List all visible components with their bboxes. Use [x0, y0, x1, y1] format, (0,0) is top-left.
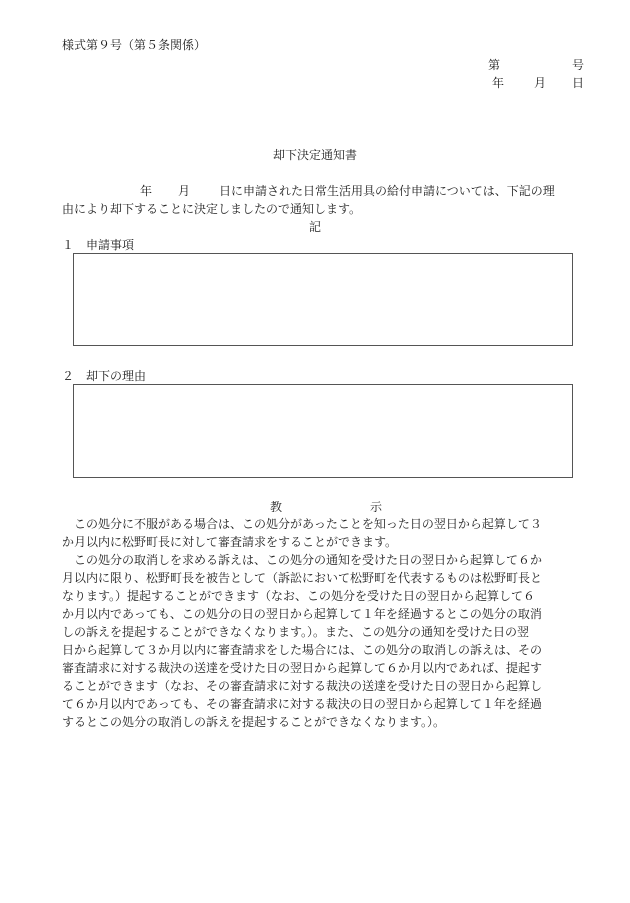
issue-date-year-label: 年 — [492, 76, 505, 90]
notice-heading-char-1: 教 — [270, 500, 283, 514]
notice-line: するとこの処分の取消しの訴えを提起することができなくなります。）。 — [62, 715, 446, 729]
notice-line: か月以内に松野町長に対して審査請求をすることができます。 — [62, 535, 398, 549]
intro-month-label: 月 — [178, 184, 191, 198]
form-number-label: 様式第９号（第５条関係） — [62, 38, 207, 52]
notice-heading-char-2: 示 — [370, 500, 383, 514]
notice-paragraph-appeal — [62, 515, 584, 551]
notice-line: 日から起算して３か月以内に審査請求をした場合には、この処分の取消しの訴えは、その — [62, 643, 543, 657]
reference-dai-label: 第 — [488, 58, 501, 72]
notice-line: 審査請求に対する裁決の送達を受けた日の翌日から起算して６か月以内であれば、提起す — [62, 661, 543, 675]
ki-heading: 記 — [308, 220, 321, 234]
intro-line-2: 由により却下することに決定しましたので通知します。 — [62, 202, 362, 216]
section-reason-heading: ２ 却下の理由 — [62, 369, 147, 383]
issue-date-month-label: 月 — [534, 76, 547, 90]
notice-line: て６か月以内であっても、その審査請求に対する裁決の日の翌日から起算して１年を経過 — [62, 697, 542, 711]
section-application-heading: １ 申請事項 — [62, 238, 135, 252]
issue-date-day-label: 日 — [571, 76, 584, 90]
intro-line-1-text: 日に申請された日常生活用具の給付申請については、下記の理 — [219, 184, 555, 198]
application-items-box — [73, 253, 573, 346]
intro-year-label: 年 — [140, 184, 153, 198]
rejection-reason-box — [73, 384, 573, 478]
notice-line: この処分に不服がある場合は、この処分があったことを知った日の翌日から起算して３ — [62, 517, 542, 531]
notice-line: か月以内であっても、この処分の日の翌日から起算して１年を経過するとこの処分の取消 — [62, 607, 542, 621]
notice-line: 月以内に限り、松野町長を被告として（訴訟において松野町を代表するものは松野町長と — [62, 571, 543, 585]
notice-line: しの訴えを提起することができなくなります。）。また、この処分の通知を受けた日の翌 — [62, 625, 530, 639]
notice-line: なります。）提起することができます（なお、この処分を受けた日の翌日から起算して６ — [62, 589, 536, 603]
notice-line: ることができます（なお、その審査請求に対する裁決の送達を受けた日の翌日から起算し — [62, 679, 543, 693]
notice-paragraph-lawsuit — [62, 551, 584, 731]
notice-line: この処分の取消しを求める訴えは、この処分の通知を受けた日の翌日から起算して６か — [62, 553, 543, 567]
document-title: 却下決定通知書 — [272, 148, 357, 162]
reference-go-label: 号 — [571, 58, 584, 72]
